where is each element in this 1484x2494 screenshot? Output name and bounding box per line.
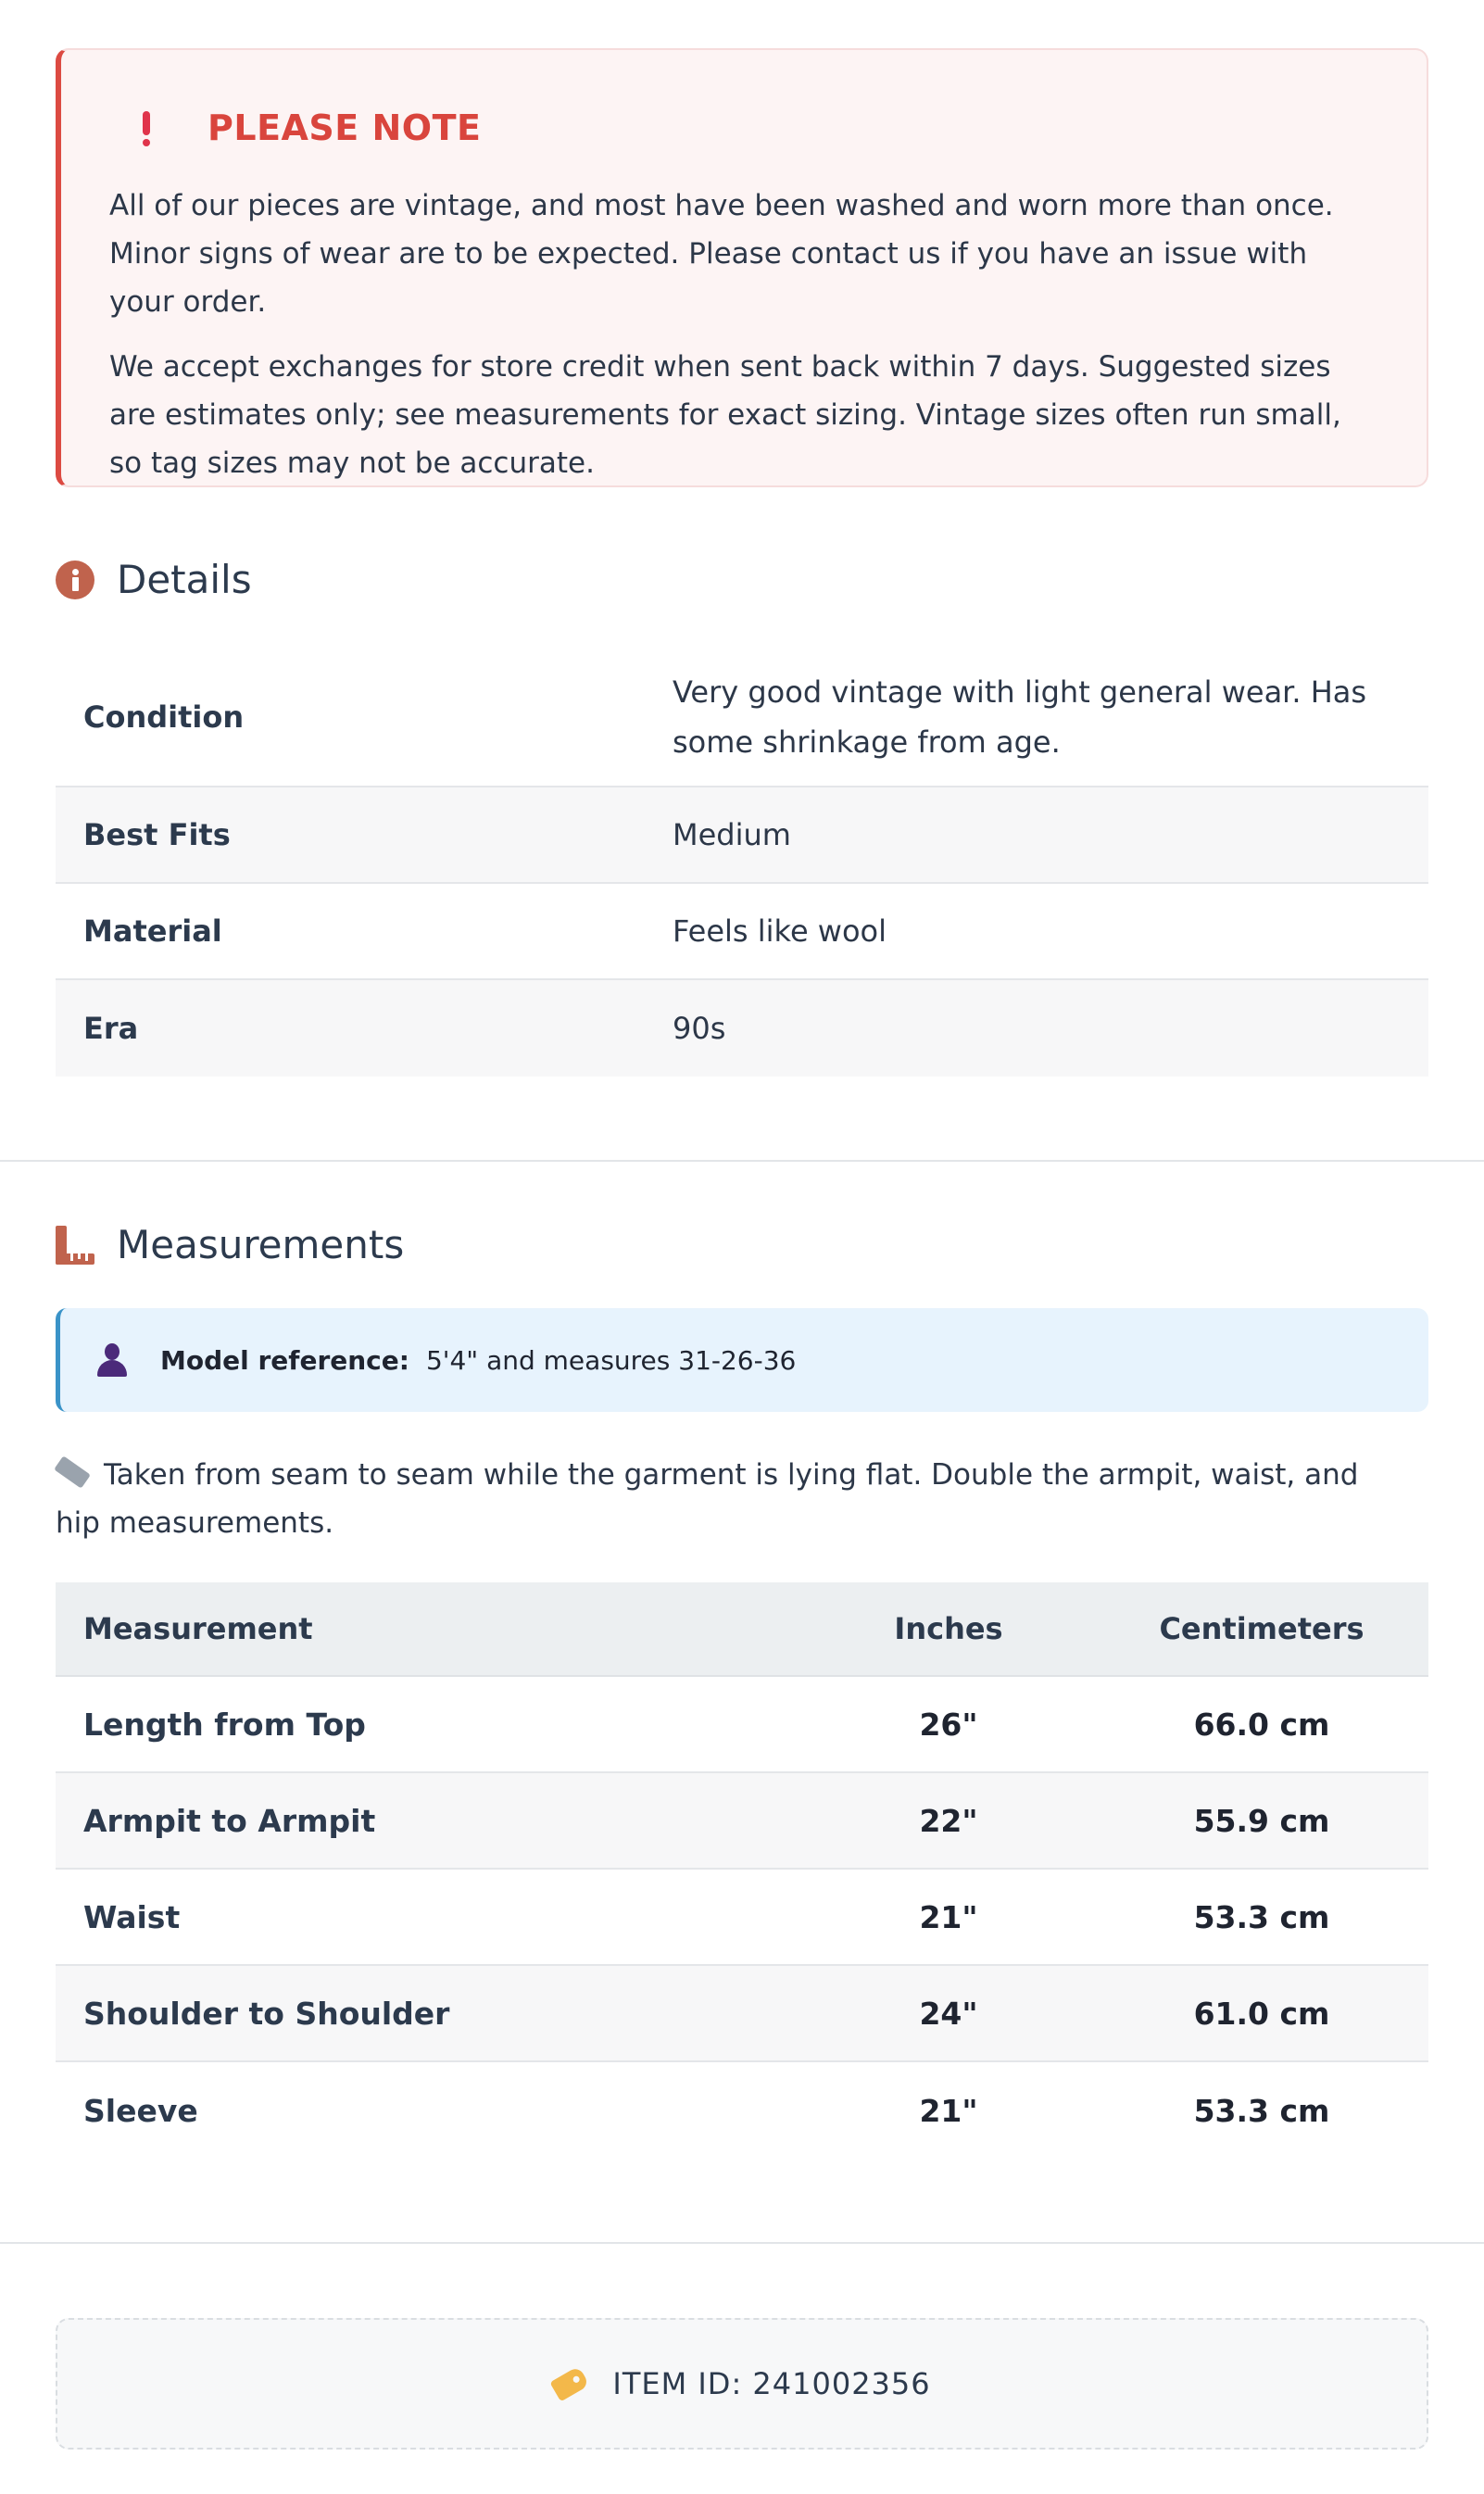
details-value: Very good vintage with light general wear. Has some shrinkage from age. bbox=[673, 674, 1367, 760]
section-divider bbox=[0, 2242, 1484, 2244]
measurements-heading bbox=[56, 1222, 404, 1267]
measurement-cm: 53.3 cm bbox=[1193, 1898, 1330, 1935]
model-reference-label: Model reference: bbox=[160, 1344, 409, 1376]
please-note-panel bbox=[56, 48, 1428, 487]
item-id-text: ITEM ID: 241002356 bbox=[612, 2366, 931, 2401]
measurements-title: Measurements bbox=[117, 1222, 405, 1267]
details-value: Medium bbox=[673, 817, 791, 852]
details-table bbox=[56, 649, 1428, 1077]
notice-paragraph: All of our pieces are vintage, and most have been washed and worn more than once. Minor signs of wear are to be expected. Please contact us if you have an issue with your order. bbox=[109, 189, 1334, 319]
measurement-name: Length from Top bbox=[83, 1706, 366, 1743]
measurement-cm: 66.0 cm bbox=[1193, 1706, 1330, 1743]
measurement-cm: 61.0 cm bbox=[1193, 1995, 1330, 2032]
measurement-inches: 24" bbox=[919, 1995, 978, 2032]
column-header-measurement: Measurement bbox=[83, 1611, 313, 1646]
measurement-name: Shoulder to Shoulder bbox=[83, 1995, 450, 2032]
measurement-inches: 22" bbox=[919, 1802, 978, 1839]
details-row bbox=[56, 980, 1428, 1077]
notice-paragraph: We accept exchanges for store credit when sent back within 7 days. Suggested sizes are estimates only; see measurements for exact sizing. Vintage sizes often run small, so tag sizes may not be accurate. bbox=[109, 350, 1341, 480]
details-label: Best Fits bbox=[83, 817, 231, 852]
table-row bbox=[56, 1677, 1428, 1773]
measurement-inches: 21" bbox=[919, 2092, 978, 2129]
exclamation-icon bbox=[133, 107, 159, 148]
model-reference-box bbox=[56, 1308, 1428, 1412]
details-label: Condition bbox=[83, 699, 245, 735]
measurement-inches: 21" bbox=[919, 1898, 978, 1935]
column-header-centimeters: Centimeters bbox=[1159, 1611, 1365, 1646]
tag-icon bbox=[550, 2366, 590, 2402]
item-id-box bbox=[56, 2318, 1428, 2450]
table-row bbox=[56, 1773, 1428, 1870]
details-row bbox=[56, 787, 1428, 884]
ruler-icon bbox=[56, 1226, 94, 1265]
person-icon bbox=[97, 1343, 127, 1377]
details-label: Era bbox=[83, 1011, 139, 1046]
measurements-table-header bbox=[56, 1582, 1428, 1677]
details-row bbox=[56, 649, 1428, 787]
measurement-note bbox=[56, 1451, 1390, 1547]
details-value: Feels like wool bbox=[673, 913, 887, 949]
details-value: 90s bbox=[673, 1011, 726, 1046]
measurement-name: Sleeve bbox=[83, 2092, 198, 2129]
measurement-inches: 26" bbox=[919, 1706, 978, 1743]
table-row bbox=[56, 1966, 1428, 2062]
details-label: Material bbox=[83, 913, 222, 949]
measurement-note-text: Taken from seam to seam while the garment is lying flat. Double the armpit, waist, and hip measurements. bbox=[56, 1458, 1359, 1540]
measurement-name: Armpit to Armpit bbox=[83, 1802, 376, 1839]
notice-header bbox=[109, 102, 1378, 154]
ruler-pencil-icon bbox=[54, 1455, 91, 1488]
column-header-inches: Inches bbox=[894, 1611, 1003, 1646]
section-divider bbox=[0, 1160, 1484, 1162]
notice-title: PLEASE NOTE bbox=[208, 107, 482, 148]
details-heading bbox=[56, 557, 252, 602]
measurement-name: Waist bbox=[83, 1898, 181, 1935]
table-row bbox=[56, 2062, 1428, 2159]
measurement-cm: 55.9 cm bbox=[1193, 1802, 1330, 1839]
model-reference-text: 5'4" and measures 31-26-36 bbox=[425, 1344, 797, 1376]
details-title: Details bbox=[117, 557, 252, 602]
measurements-table bbox=[56, 1582, 1428, 2159]
table-row bbox=[56, 1870, 1428, 1966]
info-circle-icon bbox=[56, 561, 94, 599]
details-row bbox=[56, 884, 1428, 980]
measurement-cm: 53.3 cm bbox=[1193, 2092, 1330, 2129]
